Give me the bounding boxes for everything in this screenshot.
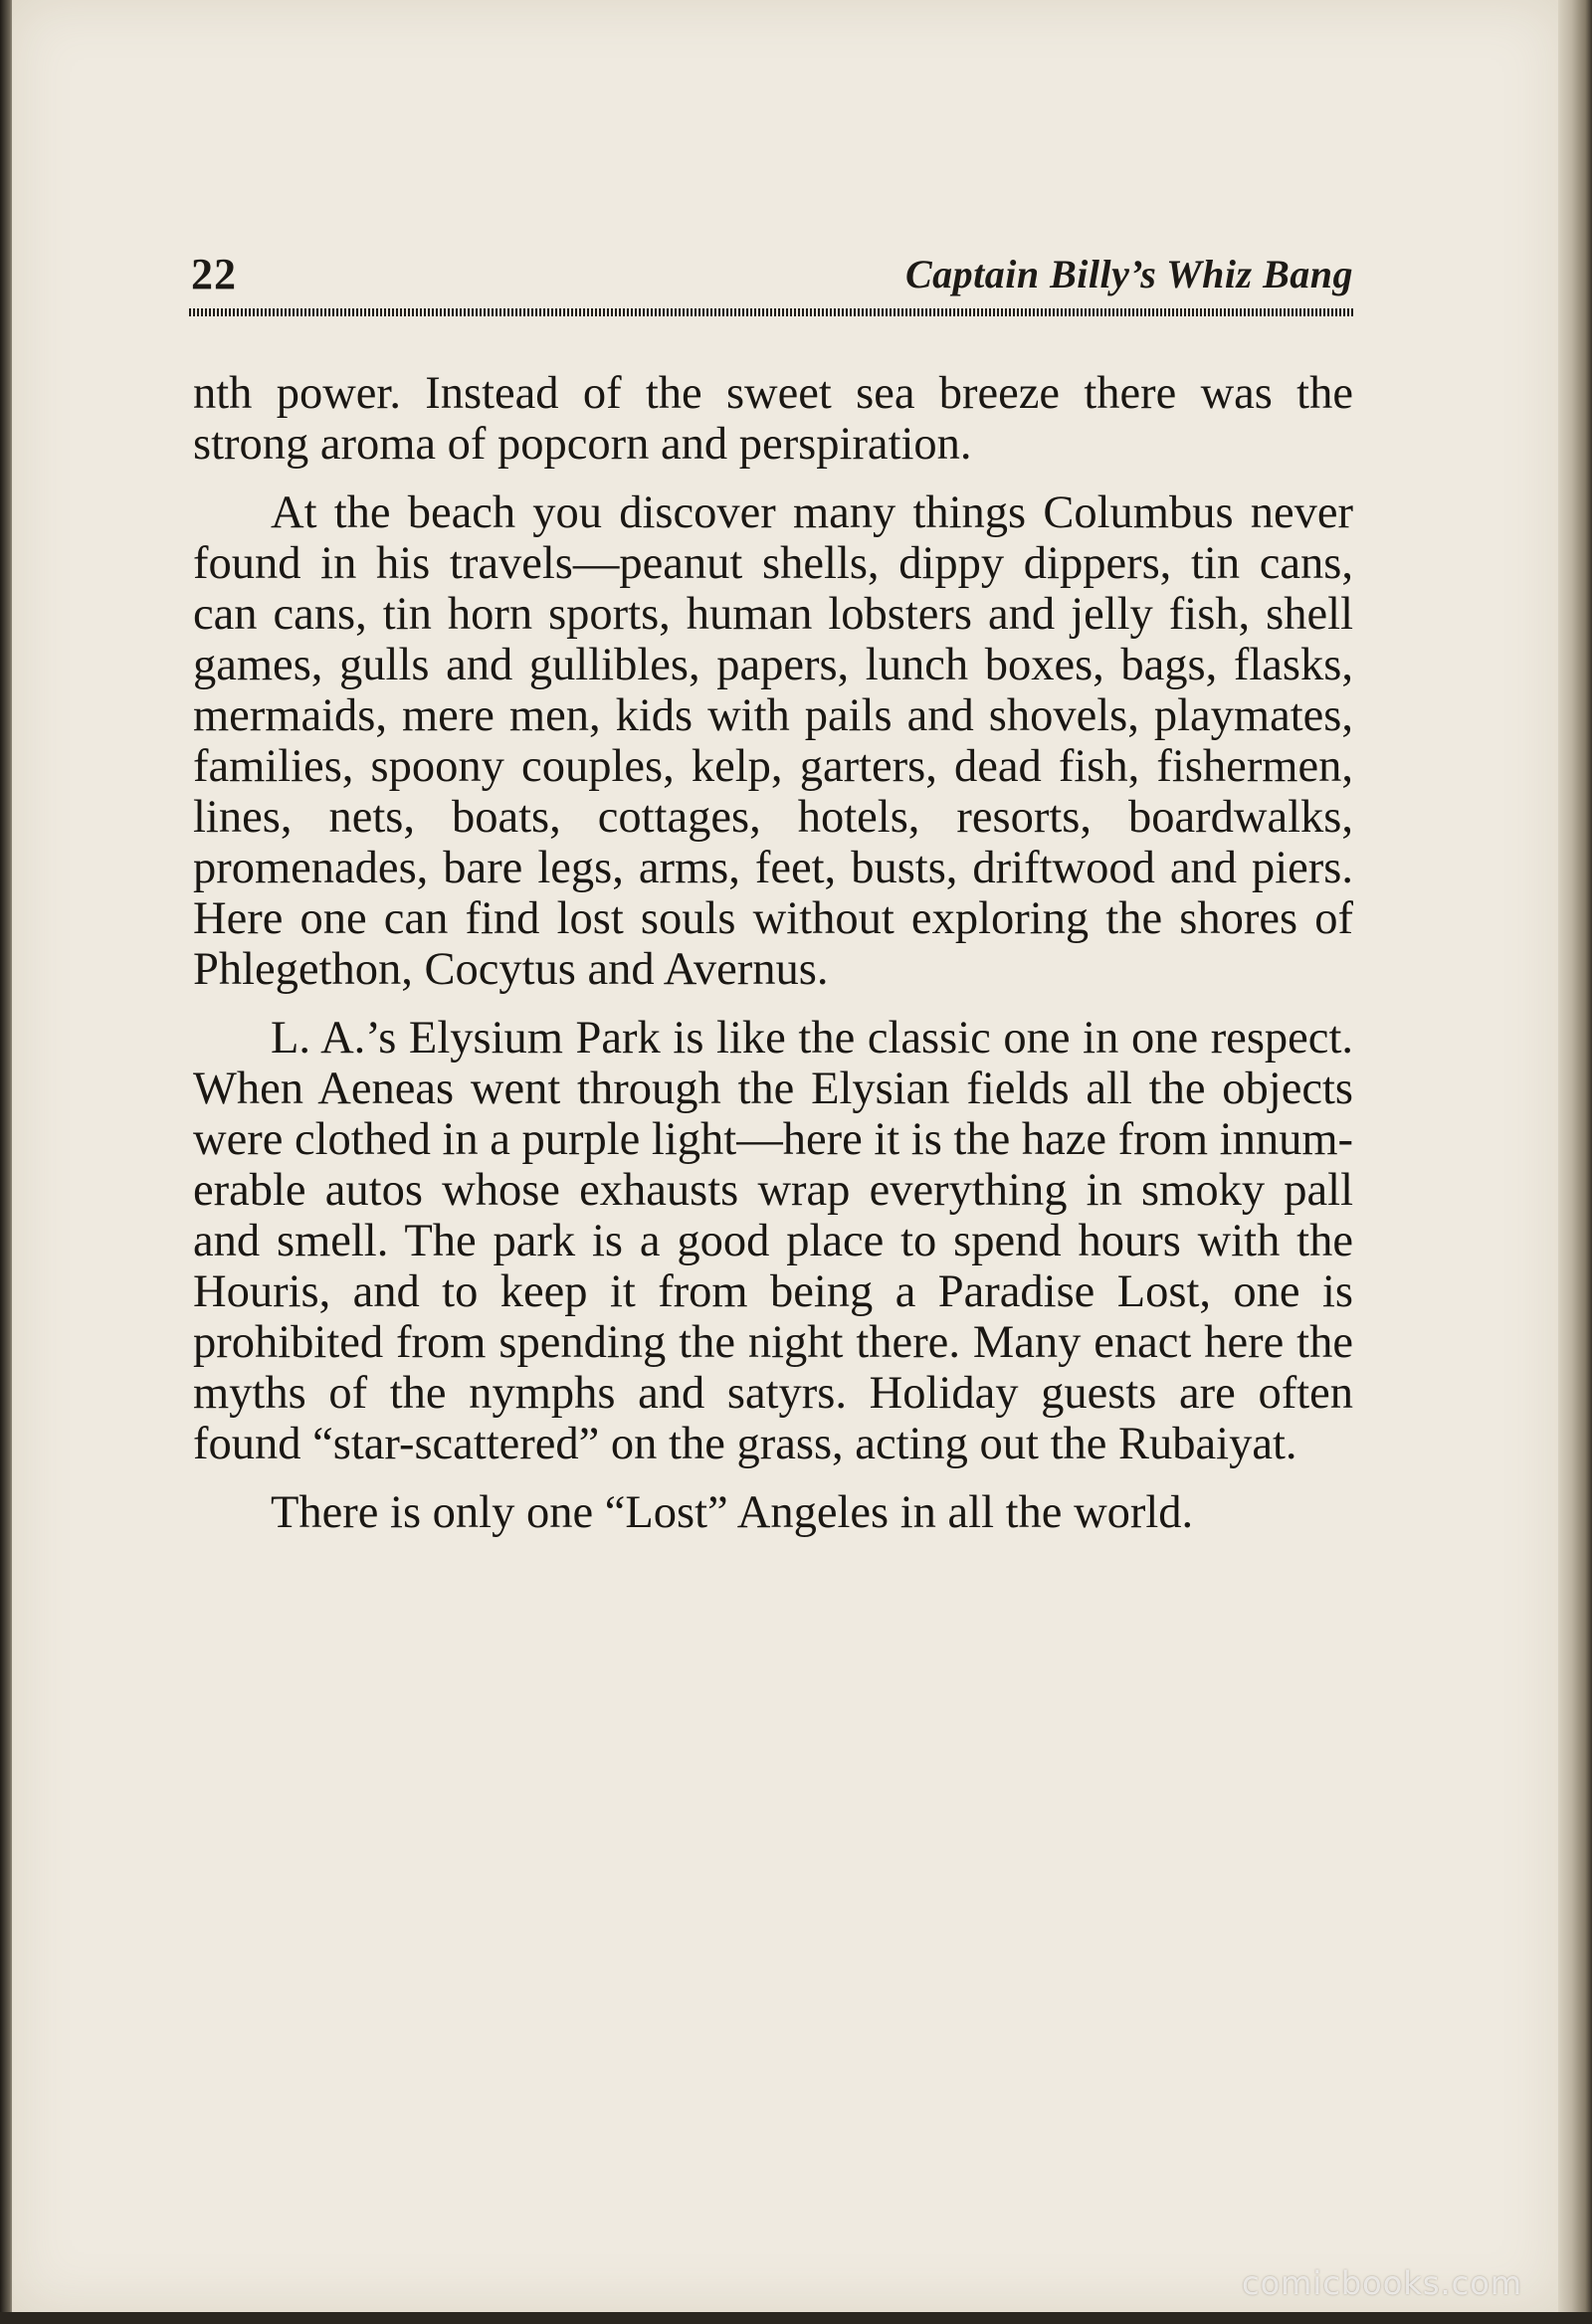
header-rule [189,308,1355,316]
page-bottom-edge [0,2312,1592,2324]
body-text [193,368,1353,1556]
watermark: comicbooks.com [1241,2264,1522,2302]
running-header [191,249,1353,308]
paragraph-lost-angeles: There is only one “Lost” Angeles in all the world. [271,1487,1194,1538]
paragraph-beach: At the beach you discover many things Columbus never found in his travels—peanut shells, dippy dippers, tin cans, can cans, tin horn sports, human lobsters and jelly fish, shell games, gulls and gullibles, papers, lunch boxes, bags, flasks, mermaids, mere men, kids with pails and shovels, playmates, families, spoony couples, kelp, garters, dead fish, fishermen, lines, nets, boats, cottages, hotels, resorts, boardwalks, promenades, bare legs, arms, feet, busts, driftwood and piers. Here one can find lost souls without exploring the shores of Phlegethon, Cocytus and Avernus. [193,487,1353,995]
paragraph-elysium-park: L. A.’s Elysium Park is like the classic one in one respect. When Aeneas went through the Elysian fields all the objects were clothed in a purple light—here it is the haze from innumerable autos whose exhausts wrap everything in smoky pall and smell. The park is a good place to spend hours with the Houris, and to keep it from being a Paradise Lost, one is prohibited from spending the night there. Many enact here the myths of the nymphs and satyrs. Holiday guests are often found “star-scattered” on the grass, acting out the Rubaiyat. [193,1013,1354,1469]
paragraph-continuation: nth power. Instead of the sweet sea breeze there was the strong aroma of popcorn and perspiration. [193,368,1353,470]
page-right-edge [1558,0,1592,2324]
running-title: Captain Billy’s Whiz Bang [904,252,1353,296]
page-number: 22 [191,250,237,298]
